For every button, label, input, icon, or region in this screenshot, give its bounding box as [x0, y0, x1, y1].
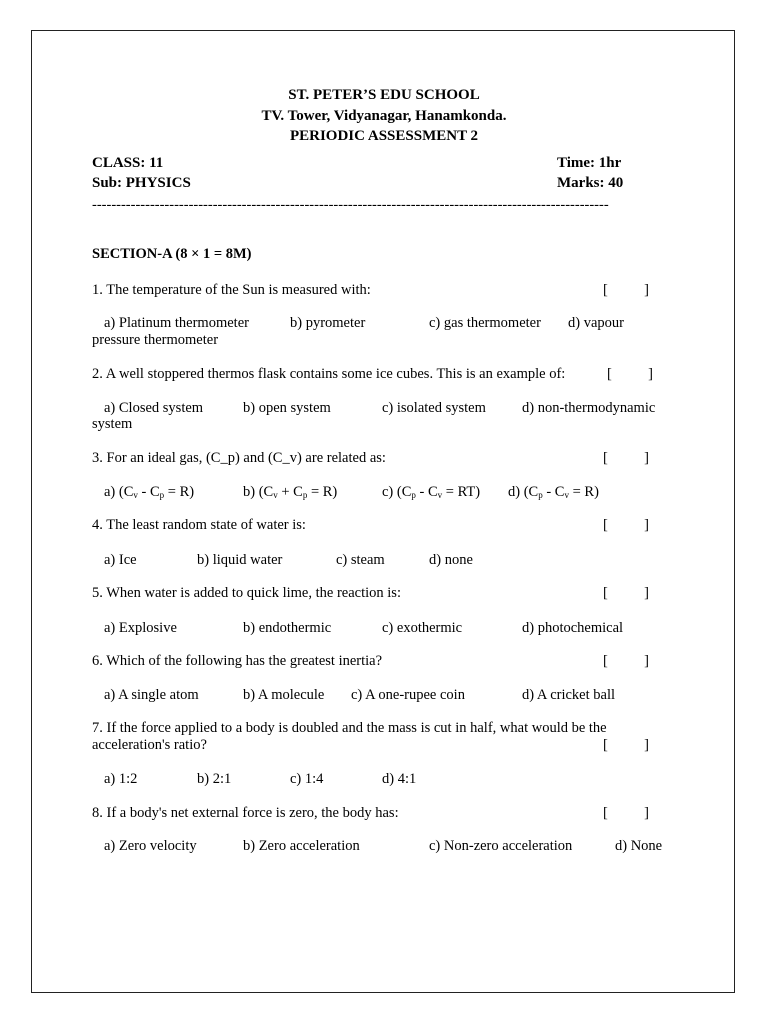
section-title: SECTION-A (8 × 1 = 8M) [92, 246, 252, 262]
q5-option-d: d) photochemical [522, 620, 624, 636]
q3-option-a: a) $(C_v - C_p = R)$ [104, 484, 195, 500]
q5-option-b: b) endothermic [243, 620, 332, 636]
question-2-stem: 2. A well stoppered thermos flask contains some ice cubes. This is an example of: [92, 366, 566, 382]
q6-option-c: c) A one-rupee coin [351, 687, 465, 703]
question-4-stem: 4. The least random state of water is: [92, 517, 306, 533]
q3-option-b: b) $(C_v + C_p = R)$ [243, 484, 338, 500]
q7-option-b: b) 2:1 [197, 771, 232, 787]
q8-option-c: c) Non-zero acceleration [429, 838, 573, 854]
answer-bracket-4: [ ] [603, 517, 649, 533]
q3-option-c: c) $(C_p - C_v = RT)$ [382, 484, 481, 500]
answer-bracket-3: [ ] [603, 450, 649, 466]
q4-option-a: a) Ice [104, 552, 137, 568]
q8-option-d: d) None [615, 838, 663, 854]
q7-option-c: c) 1:4 [290, 771, 324, 787]
q1-option-c: c) gas thermometer [429, 315, 541, 331]
answer-bracket-2: [ ] [607, 366, 653, 382]
q2-option-a: a) Closed system [104, 400, 204, 416]
time-label: Time: 1hr [557, 155, 622, 171]
q6-option-d: d) A cricket ball [522, 687, 616, 703]
q4-option-c: c) steam [336, 552, 385, 568]
q7-option-a: a) 1:2 [104, 771, 138, 787]
question-1-stem: 1. The temperature of the Sun is measured with: [92, 282, 371, 298]
question-5-stem: 5. When water is added to quick lime, the reaction is: [92, 585, 401, 601]
q2-option-wrap: system [92, 416, 133, 432]
answer-bracket-8: [ ] [603, 805, 649, 821]
q8-option-a: a) Zero velocity [104, 838, 197, 854]
marks-label: Marks: 40 [557, 175, 624, 191]
q1-option-d: d) vapour [568, 315, 624, 331]
question-7-stem: 7. If the force applied to a body is doubled and the mass is cut in half, what would be the [92, 720, 607, 736]
subject-label: Sub: PHYSICS [92, 175, 191, 191]
q1-option-wrap: pressure thermometer [92, 332, 219, 348]
q5-option-c: c) exothermic [382, 620, 463, 636]
question-6-stem: 6. Which of the following has the greatest inertia? [92, 653, 383, 669]
q1-option-b: b) pyrometer [290, 315, 366, 331]
separator-line: ----------------------------------------------------------------------------------------------------------- [92, 197, 609, 213]
q6-option-b: b) A molecule [243, 687, 325, 703]
q2-option-b: b) open system [243, 400, 331, 416]
q4-option-d: d) none [429, 552, 473, 568]
school-name: ST. PETER’S EDU SCHOOL [288, 87, 480, 103]
q7-option-d: d) 4:1 [382, 771, 417, 787]
q3-option-d: d) $(C_p - C_v = R)$ [508, 484, 599, 500]
question-3-stem: 3. For an ideal gas, (C_p) and (C_v) are related as: [92, 450, 386, 466]
answer-bracket-5: [ ] [603, 585, 649, 601]
school-address: TV. Tower, Vidyanagar, Hanamkonda. [261, 108, 507, 124]
q6-option-a: a) A single atom [104, 687, 199, 703]
q1-option-a: a) Platinum thermometer [104, 315, 249, 331]
question-8-stem: 8. If a body's net external force is zero, the body has: [92, 805, 399, 821]
q2-option-d: d) non-thermodynamic [522, 400, 656, 416]
assessment-title: PERIODIC ASSESSMENT 2 [289, 128, 479, 144]
q4-option-b: b) liquid water [197, 552, 283, 568]
answer-bracket-7: [ ] [603, 737, 649, 753]
q5-option-a: a) Explosive [104, 620, 177, 636]
q8-option-b: b) Zero acceleration [243, 838, 360, 854]
answer-bracket-1: [ ] [603, 282, 649, 298]
answer-bracket-6: [ ] [603, 653, 649, 669]
q2-option-c: c) isolated system [382, 400, 486, 416]
question-7-stem-wrap: acceleration's ratio? [92, 737, 207, 753]
class-label: CLASS: 11 [92, 155, 164, 171]
